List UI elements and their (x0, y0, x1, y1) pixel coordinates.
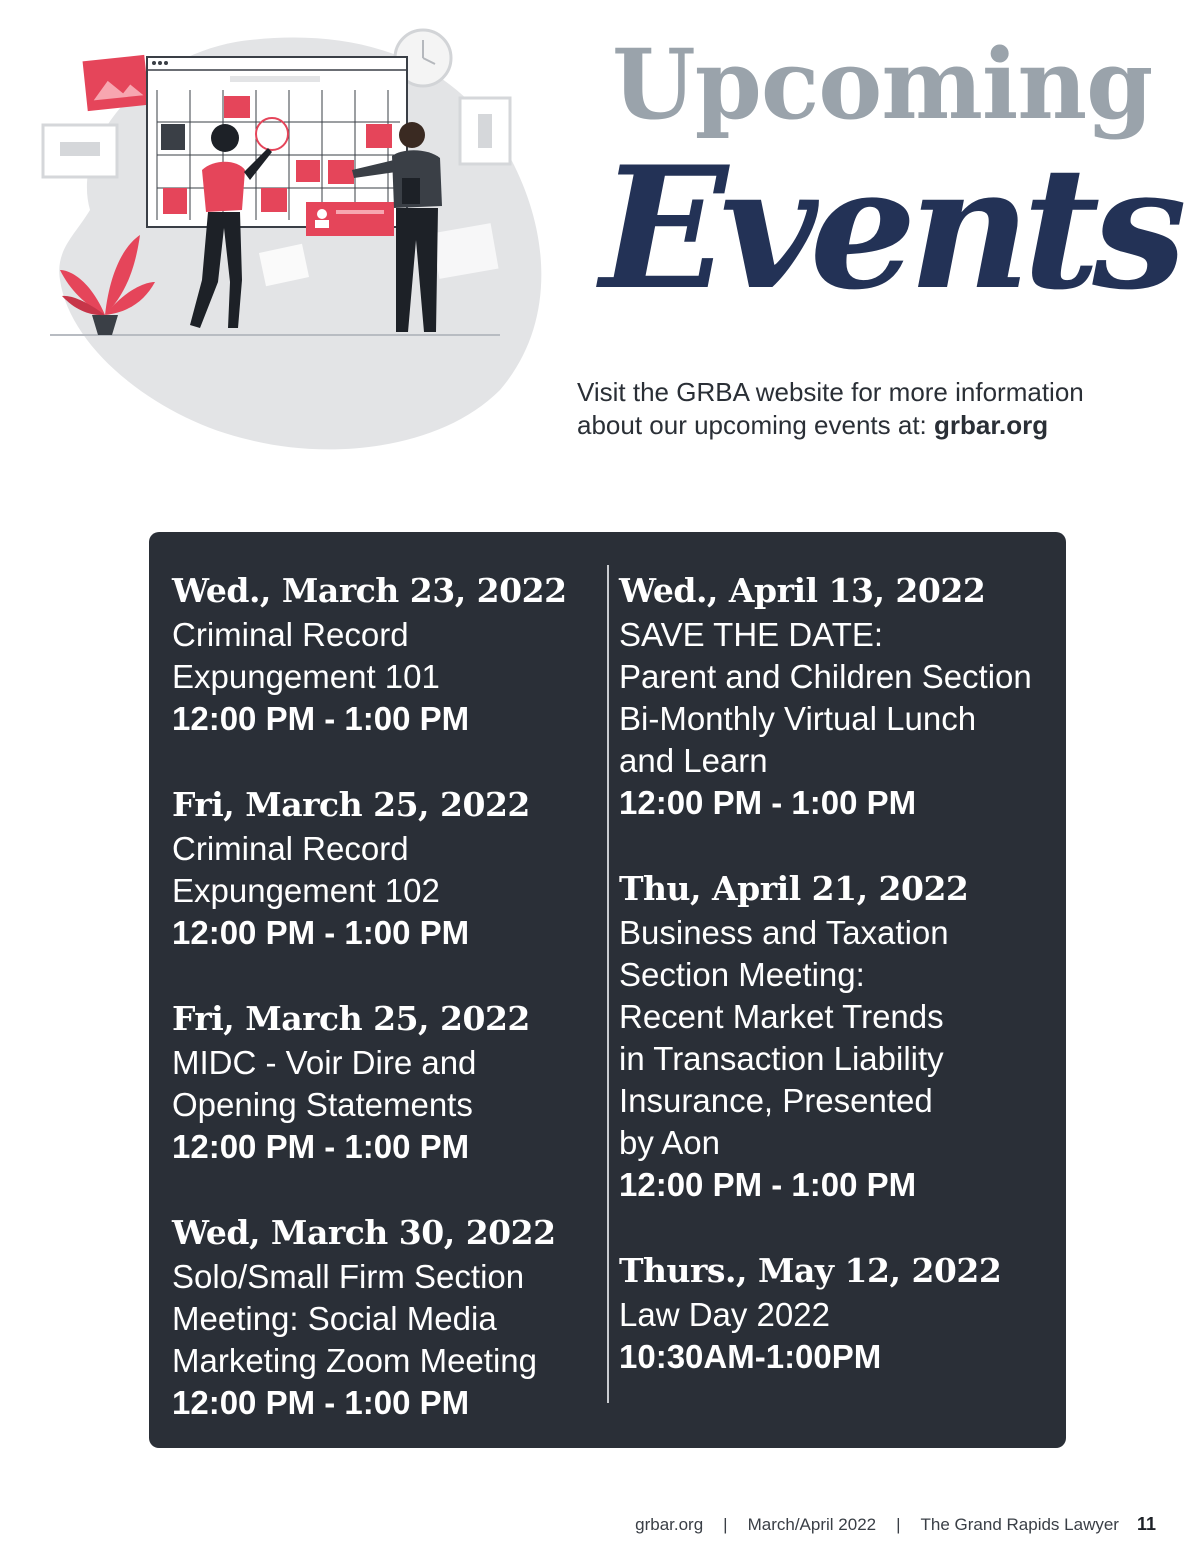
event-item (619, 866, 1059, 1206)
event-title: Business and Taxation Section Meeting: Recent Market Trends in Transaction Liability Insurance, Presented by Aon (619, 914, 949, 1161)
page-footer (635, 1514, 1156, 1535)
event-title: Criminal Record Expungement 102 (172, 830, 440, 909)
event-item (619, 1248, 1059, 1378)
event-time: 12:00 PM - 1:00 PM (172, 1384, 470, 1421)
event-item (619, 568, 1059, 824)
event-time: 12:00 PM - 1:00 PM (619, 1166, 917, 1203)
footer-site[interactable]: grbar.org (635, 1515, 704, 1534)
event-time: 12:00 PM - 1:00 PM (172, 700, 470, 737)
column-divider (607, 565, 609, 1403)
event-title: MIDC - Voir Dire and Opening Statements (172, 1044, 477, 1123)
footer-separator: | (896, 1515, 901, 1534)
event-title: SAVE THE DATE: Parent and Children Section Bi-Monthly Virtual Lunch and Learn (619, 616, 1032, 779)
event-item (172, 782, 592, 954)
event-time: 10:30AM-1:00PM (619, 1338, 882, 1375)
footer-separator: | (723, 1515, 728, 1534)
intro-website-link[interactable]: grbar.org (934, 410, 1049, 440)
event-item (172, 1210, 592, 1424)
event-title: Law Day 2022 (619, 1296, 830, 1333)
page-number: 11 (1136, 1514, 1156, 1534)
footer-issue: March/April 2022 (747, 1515, 877, 1534)
event-time: 12:00 PM - 1:00 PM (172, 1128, 470, 1165)
event-title: Solo/Small Firm Section Meeting: Social Media Marketing Zoom Meeting (172, 1258, 537, 1379)
event-date: Thu, April 21, 2022 (619, 869, 969, 908)
events-column-right (619, 568, 1059, 1378)
event-date: Wed, March 30, 2022 (172, 1213, 556, 1252)
event-date: Wed., March 23, 2022 (172, 571, 567, 610)
intro-paragraph (577, 376, 1137, 442)
event-item (172, 568, 592, 740)
intro-text: Visit the GRBA website for more information about our upcoming events at: (577, 377, 1084, 440)
event-title: Criminal Record Expungement 101 (172, 616, 440, 695)
event-time: 12:00 PM - 1:00 PM (172, 914, 470, 951)
event-time: 12:00 PM - 1:00 PM (619, 784, 917, 821)
footer-publication: The Grand Rapids Lawyer (920, 1515, 1119, 1534)
events-column-left (172, 568, 592, 1424)
event-date: Fri, March 25, 2022 (172, 999, 530, 1038)
heading-events: Events (600, 129, 1179, 327)
event-date: Fri, March 25, 2022 (172, 785, 530, 824)
event-date: Wed., April 13, 2022 (619, 571, 986, 610)
calendar-planning-illustration (30, 20, 570, 450)
event-item (172, 996, 592, 1168)
heading-upcoming: Upcoming (612, 28, 1153, 141)
event-date: Thurs., May 12, 2022 (619, 1251, 1002, 1290)
